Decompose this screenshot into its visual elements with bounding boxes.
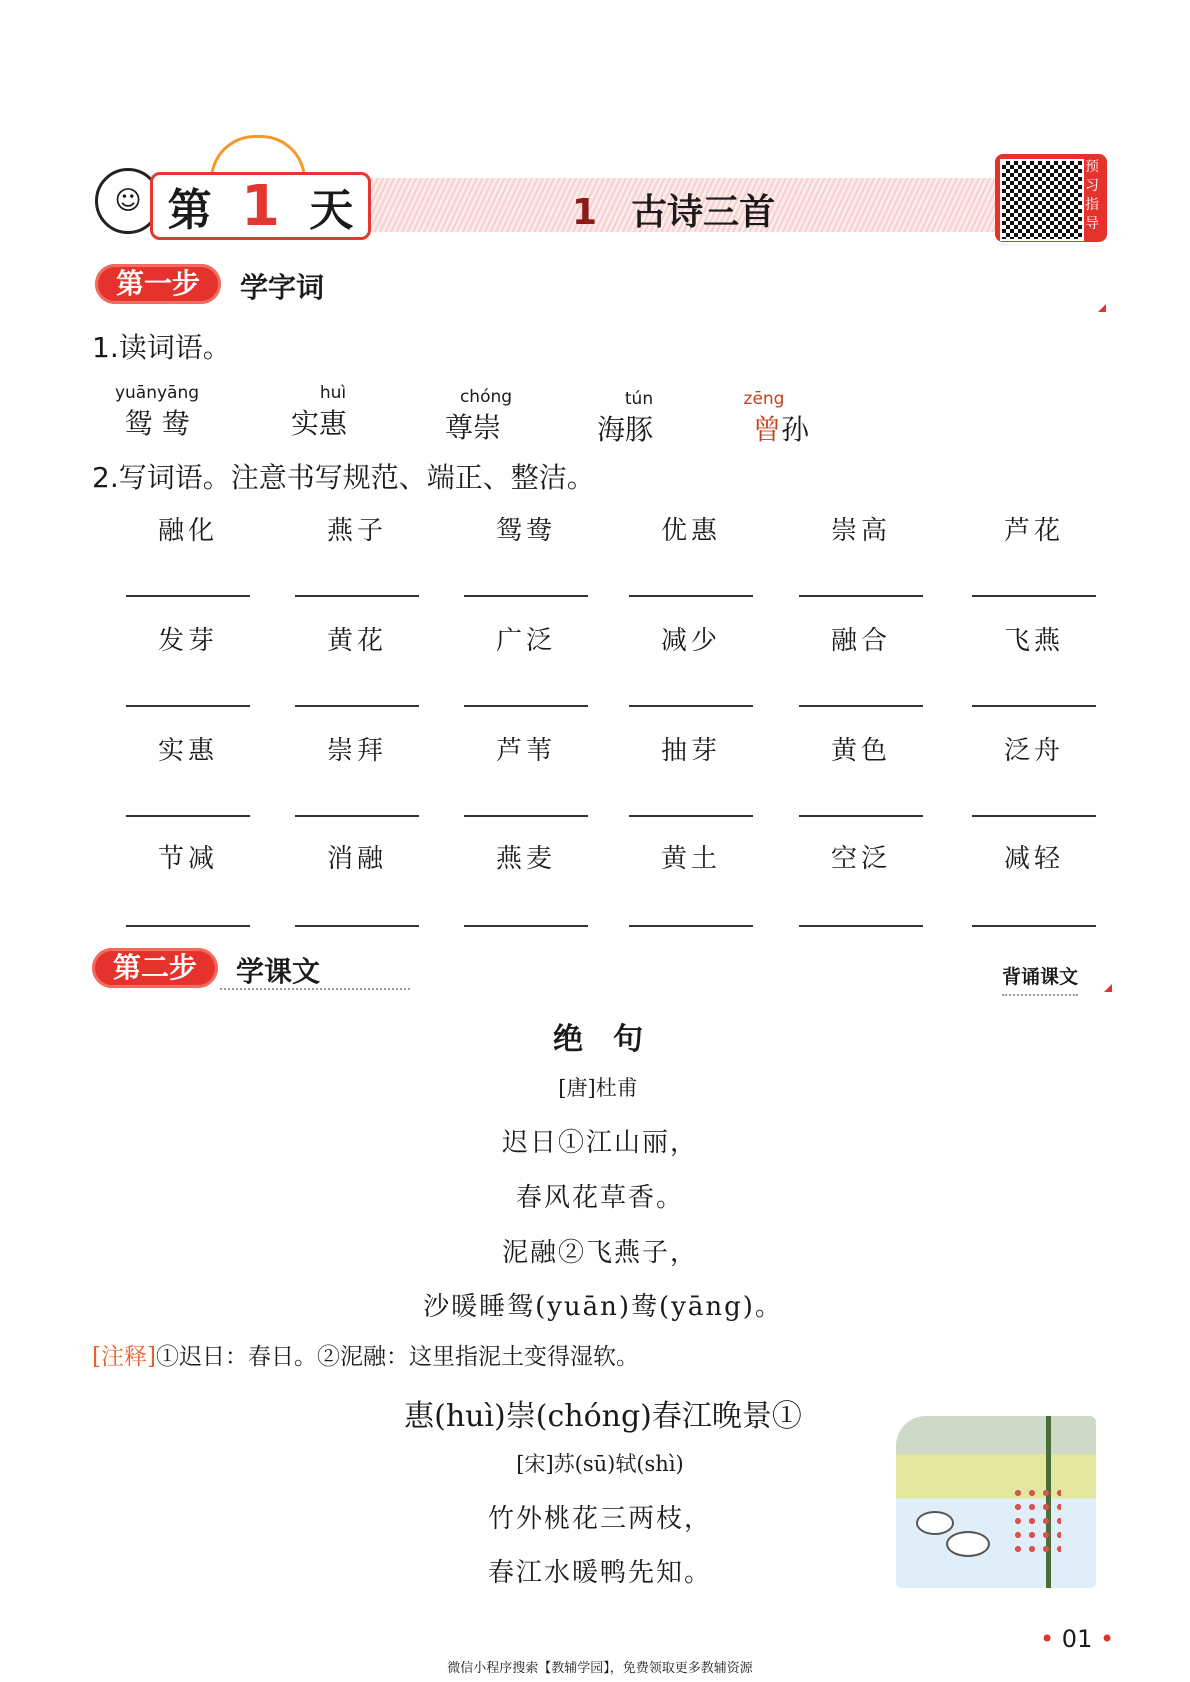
lesson-title: 古诗三首: [631, 192, 776, 233]
grid-word: 黄土: [660, 844, 722, 874]
poem1-author: [唐]杜甫: [558, 1076, 638, 1100]
grid-word: 黄色: [830, 736, 892, 766]
writing-line[interactable]: [629, 595, 753, 597]
grid-word: 优惠: [660, 516, 722, 546]
day-suffix: 天: [309, 185, 354, 236]
poem-line: 泥融②飞燕子，: [501, 1238, 699, 1268]
poem2-author: [宋]苏(sū)轼(shì): [516, 1452, 684, 1476]
boy-mascot-icon: ☺: [95, 168, 161, 234]
footer-text: 微信小程序搜索【教辅学园】，免费领取更多教辅资源: [447, 1661, 753, 1676]
writing-line[interactable]: [464, 595, 588, 597]
vocab-word: 尊崇: [444, 411, 502, 444]
writing-line[interactable]: [629, 705, 753, 707]
qr-label: 预习指导: [1085, 159, 1099, 232]
grid-word: 发芽: [157, 626, 219, 656]
grid-word: 崇高: [830, 516, 892, 546]
poem-line: 春江水暖鸭先知。: [487, 1558, 713, 1588]
vocab-word: 鸳 鸯: [124, 407, 190, 440]
grid-word: 节减: [157, 844, 219, 874]
qr-code-image: [1000, 159, 1084, 241]
vocab-word: [753, 408, 809, 448]
writing-line[interactable]: [799, 925, 923, 927]
vocab-word: 海豚: [596, 413, 654, 446]
grid-word: 空泛: [830, 844, 892, 874]
grid-word: 燕麦: [495, 844, 557, 874]
grid-word: 飞燕: [1003, 626, 1065, 656]
grid-word: 消融: [326, 844, 388, 874]
grid-word: 鸳鸯: [495, 516, 557, 546]
grid-word: 减轻: [1003, 844, 1065, 874]
writing-line[interactable]: [972, 595, 1096, 597]
day-prefix: 第: [167, 185, 212, 236]
day-number: 1: [241, 173, 280, 239]
writing-line[interactable]: [295, 925, 419, 927]
qr-code[interactable]: [995, 154, 1107, 242]
poem-line: 沙暖睡鸳(yuān)鸯(yāng)。: [423, 1292, 783, 1322]
task2-label: 2.写词语。注意书写规范、端正、整洁。: [92, 461, 595, 494]
grid-word: 崇拜: [326, 736, 388, 766]
recite-link[interactable]: 背诵课文: [1002, 962, 1078, 996]
word-rest: 孙: [781, 413, 810, 446]
river-illustration: [896, 1416, 1096, 1588]
page-number-text: 01: [1061, 1625, 1093, 1653]
poem-line: 迟日①江山丽，: [501, 1128, 699, 1158]
writing-line[interactable]: [972, 705, 1096, 707]
writing-line[interactable]: [126, 925, 250, 927]
writing-line[interactable]: [464, 815, 588, 817]
pinyin: huì: [319, 383, 347, 403]
writing-line[interactable]: [464, 705, 588, 707]
grid-word: 芦苇: [495, 736, 557, 766]
writing-line[interactable]: [799, 705, 923, 707]
peach-blossom-icon: [1011, 1486, 1061, 1556]
writing-line[interactable]: [629, 925, 753, 927]
grid-word: 融化: [157, 516, 219, 546]
grid-word: 泛舟: [1003, 736, 1065, 766]
corner-mark: [1098, 304, 1106, 312]
task1-label: 1.读词语。: [92, 331, 231, 364]
lesson-number: 1: [572, 192, 598, 233]
writing-line[interactable]: [126, 815, 250, 817]
poem2-title: 惠(huì)崇(chóng)春江晚景①: [404, 1399, 802, 1434]
step2-title: 学课文: [236, 955, 321, 988]
writing-line[interactable]: [126, 595, 250, 597]
grid-word: 燕子: [326, 516, 388, 546]
lesson-heading: [572, 184, 775, 235]
step1-badge: 第一步: [95, 264, 221, 304]
pinyin: chóng: [459, 387, 513, 407]
writing-line[interactable]: [295, 595, 419, 597]
writing-line[interactable]: [295, 815, 419, 817]
vocab-word: 实惠: [290, 407, 348, 440]
grid-word: 芦花: [1003, 516, 1065, 546]
writing-line[interactable]: [295, 705, 419, 707]
writing-line[interactable]: [972, 925, 1096, 927]
corner-mark: [1104, 984, 1112, 992]
poem-line: 春风花草香。: [515, 1183, 685, 1213]
highlight-char: 曾: [752, 413, 781, 446]
grid-word: 实惠: [157, 736, 219, 766]
writing-line[interactable]: [799, 815, 923, 817]
pinyin: tún: [624, 389, 654, 409]
grid-word: 广泛: [495, 626, 557, 656]
grid-word: 抽芽: [660, 736, 722, 766]
step2-badge: 第二步: [92, 948, 218, 988]
note-text: ①迟日：春日。②泥融：这里指泥土变得湿软。: [155, 1344, 639, 1370]
writing-line[interactable]: [629, 815, 753, 817]
grid-word: 融合: [830, 626, 892, 656]
poem1-title: 绝 句: [553, 1022, 643, 1057]
duck-icon: [916, 1511, 954, 1535]
writing-line[interactable]: [799, 595, 923, 597]
writing-line[interactable]: [972, 815, 1096, 817]
page-number: • 01 •: [1040, 1625, 1115, 1653]
writing-line[interactable]: [464, 925, 588, 927]
pinyin: yuānyāng: [114, 383, 200, 403]
dotted-divider: [220, 988, 410, 990]
note-label: [注释]: [92, 1344, 156, 1370]
day-badge: [150, 172, 371, 240]
grid-word: 黄花: [326, 626, 388, 656]
pinyin: zēng: [743, 389, 785, 409]
duck-icon: [946, 1531, 990, 1557]
poem-line: 竹外桃花三两枝，: [487, 1504, 713, 1534]
writing-line[interactable]: [126, 705, 250, 707]
note: [92, 1338, 639, 1371]
grid-word: 减少: [660, 626, 722, 656]
step1-title: 学字词: [240, 271, 325, 304]
